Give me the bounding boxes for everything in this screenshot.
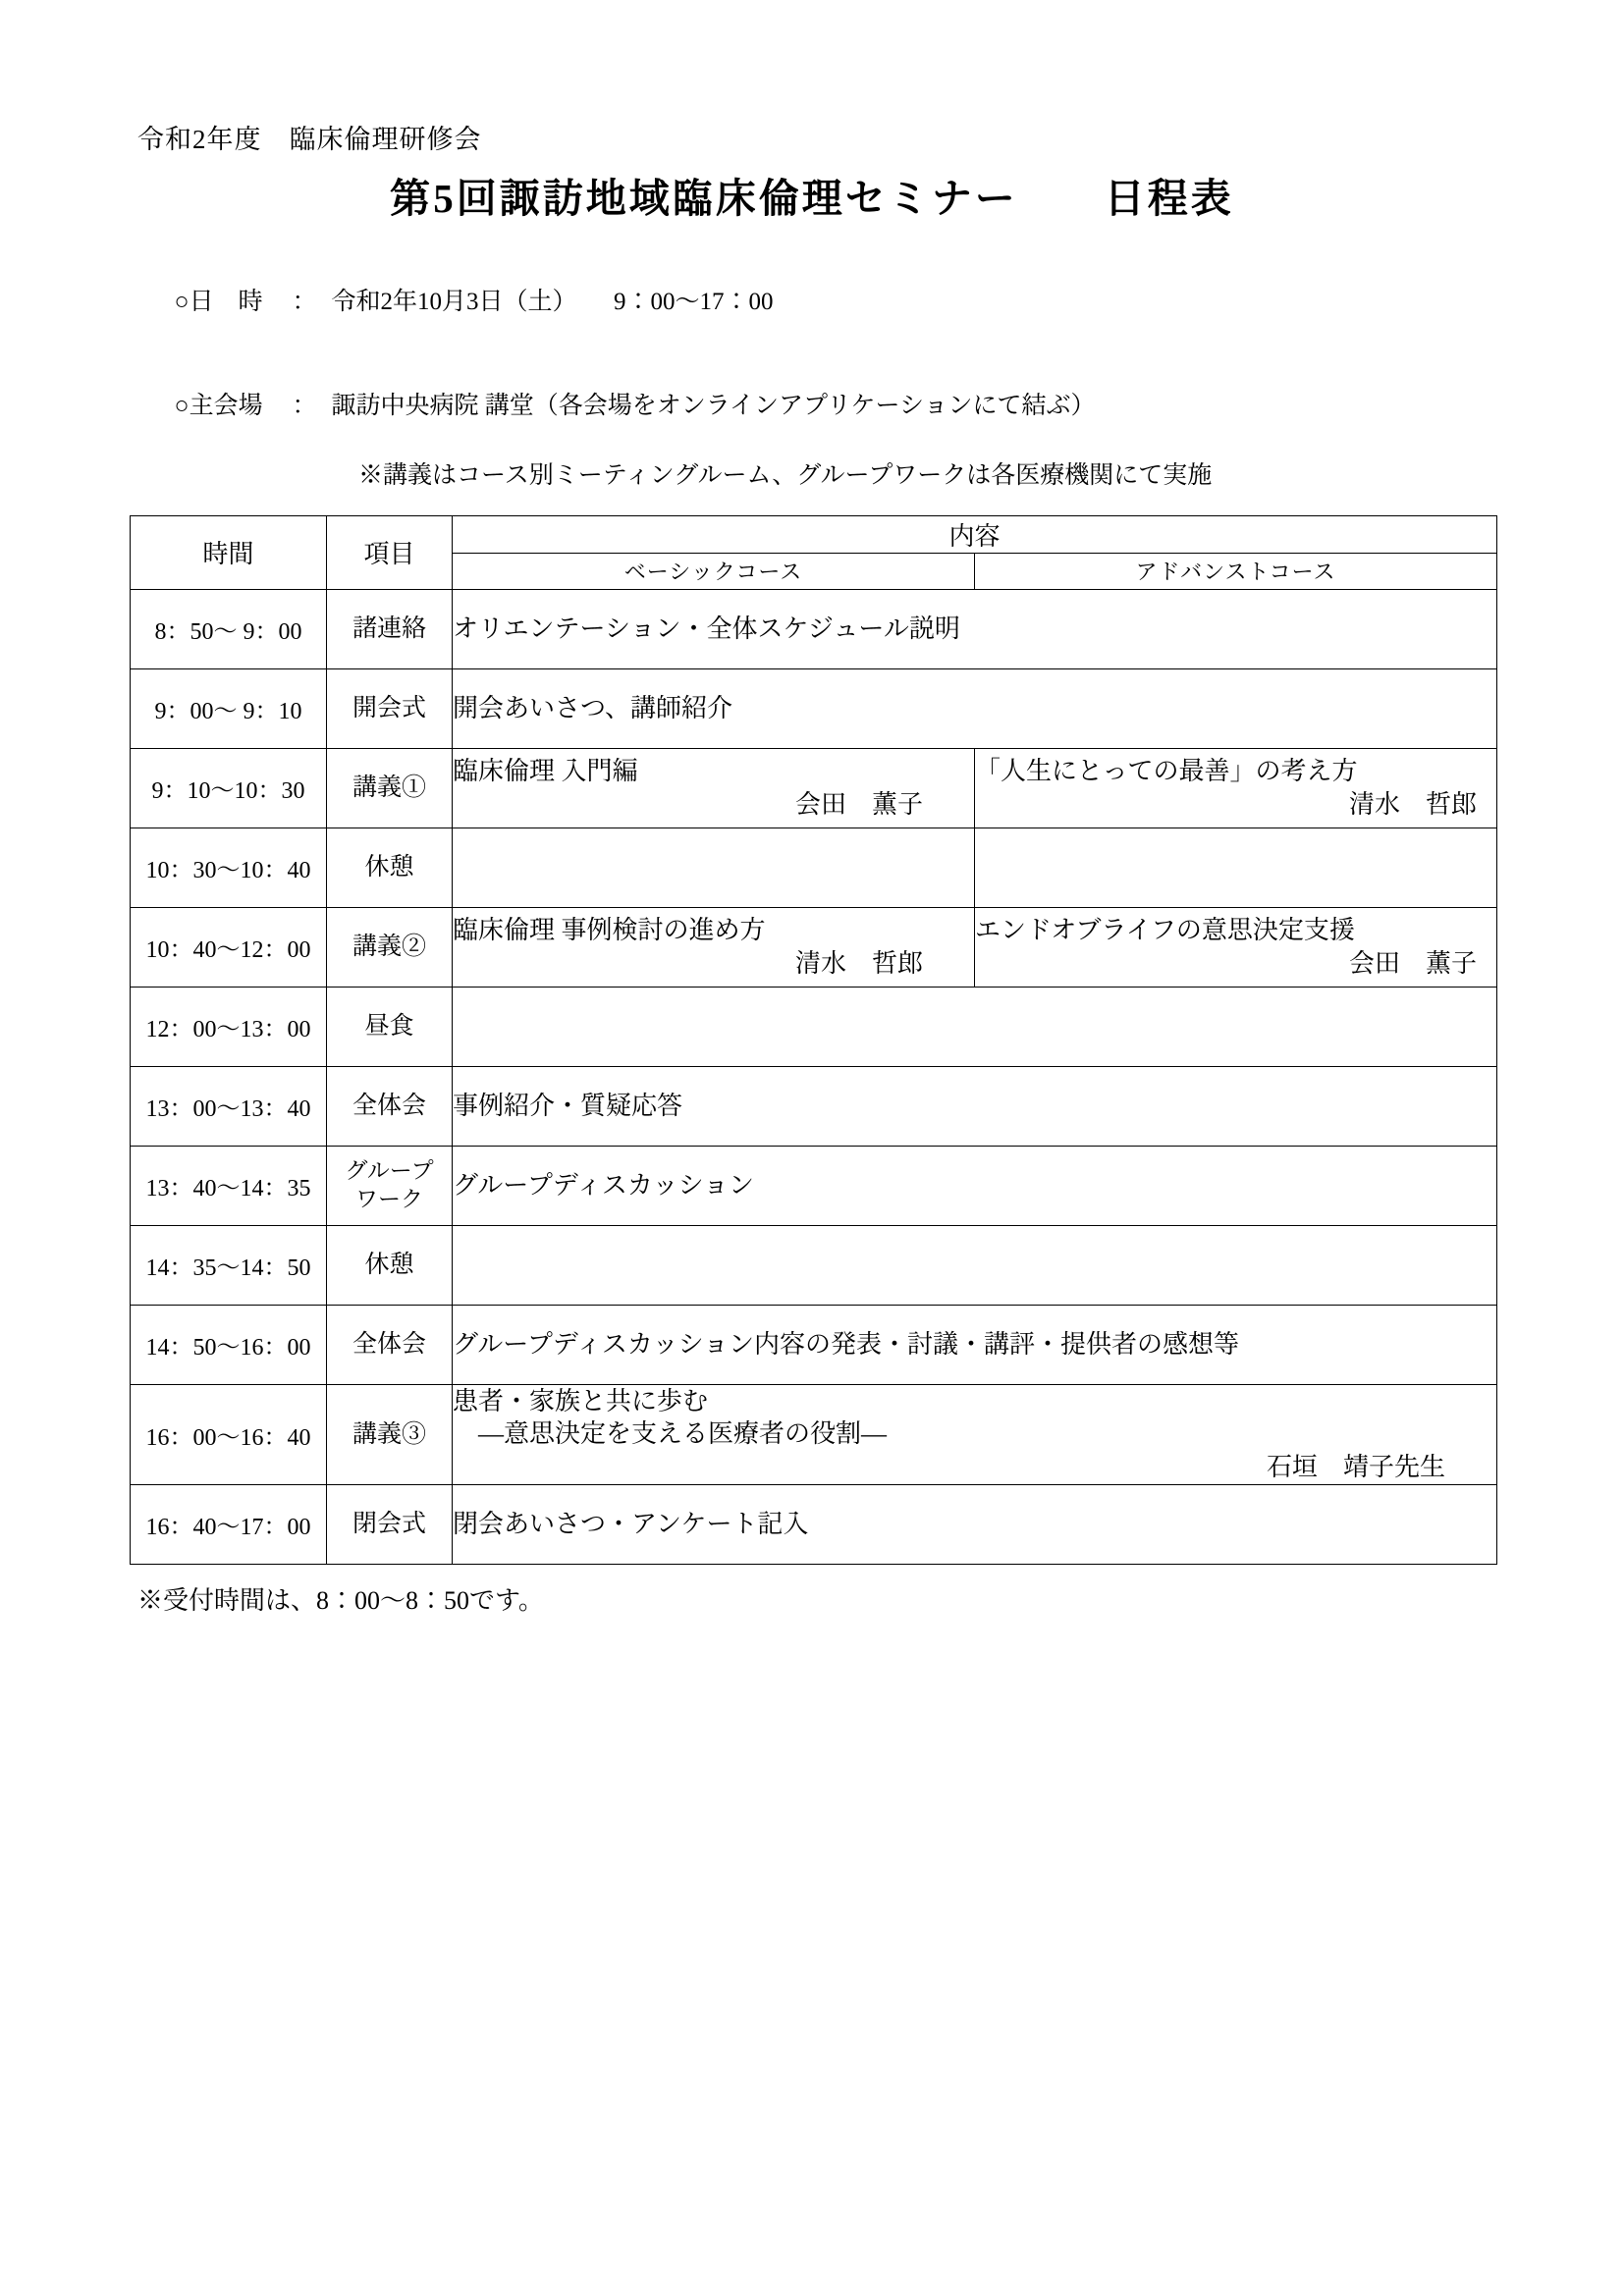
column-header-basic-course: ベーシックコース [453,553,975,589]
cell-item-line: 休憩 [364,853,414,881]
cell-item [327,828,453,907]
cell-lecturer-name: 会田 薫子 [1349,948,1478,978]
table-row [131,1484,1497,1564]
cell-lecturer-name: 石垣 靖子先生 [1267,1453,1446,1482]
cell-time: 10：40～12：00 [131,907,327,987]
column-header-advanced-course: アドバンストコース [975,553,1497,589]
cell-item [327,987,453,1066]
cell-content-basic [453,1225,1497,1305]
cell-item-line: 開会式 [352,694,426,721]
cell-content-basic [453,1146,1497,1225]
cell-content-basic [453,589,1497,668]
table-row [131,1225,1497,1305]
reception-footnote: ※受付時間は、8：00～8：50です。 [137,1585,544,1615]
cell-item [327,1484,453,1564]
meta-row-venue [137,354,1496,459]
cell-content-basic [453,1066,1497,1146]
cell-content-line: オリエンテーション・全体スケジュール説明 [453,614,960,643]
cell-item-line: 諸連絡 [352,614,426,642]
cell-content-line: 開会あいさつ、講師紹介 [453,693,732,722]
cell-item [327,1146,453,1225]
table-row [131,1305,1497,1384]
cell-content-basic [453,1484,1497,1564]
meta-row-date [137,249,1496,354]
cell-time: 16：00～16：40 [131,1384,327,1484]
table-row [131,907,1497,987]
cell-item-line: 全体会 [352,1330,426,1358]
cell-content-basic [453,828,975,907]
cell-time: 13：00～13：40 [131,1066,327,1146]
cell-time: 12：00～13：00 [131,987,327,1066]
document-eyebrow: 令和2年度 臨床倫理研修会 [137,125,482,154]
table-row [131,828,1497,907]
meta-block [137,249,1496,494]
cell-time: 8：50～ 9：00 [131,589,327,668]
cell-content-basic [453,1384,1497,1484]
cell-lecturer-name: 会田 薫子 [794,789,923,819]
cell-item-line: 昼食 [364,1012,414,1040]
cell-content-line: 閉会あいさつ・アンケート記入 [453,1509,809,1538]
meta-colon-venue: ： [292,393,317,419]
cell-item [327,1384,453,1484]
table-row [131,748,1497,828]
column-header-time: 時間 [131,515,327,589]
cell-content-line: ―意思決定を支える医療者の役割― [453,1419,888,1449]
cell-content-basic [453,1305,1497,1384]
cell-item [327,668,453,748]
cell-content-line: 患者・家族と共に歩む [453,1386,709,1415]
cell-lecturer-name: 清水 哲郎 [794,948,923,978]
schedule-table [130,515,1497,1565]
cell-content-advanced [975,748,1497,828]
cell-item [327,1305,453,1384]
column-header-item: 項目 [327,515,453,589]
cell-item-line: 閉会式 [352,1511,426,1538]
meta-value-venue: 諏訪中央病院 講堂（各会場をオンラインアプリケーションにて結ぶ） [331,393,1096,419]
cell-time: 13：40～14：35 [131,1146,327,1225]
meta-colon-date: ： [292,288,317,315]
cell-time: 16：40～17：00 [131,1484,327,1564]
cell-lecturer-name: 清水 哲郎 [1349,789,1478,819]
cell-item [327,907,453,987]
cell-item-line: グループ [345,1157,434,1183]
cell-content-line: エンドオブライフの意思決定支援 [975,915,1355,944]
meta-note: ※講義はコース別ミーティングルーム、グループワークは各医療機関にて実施 [358,462,1213,489]
meta-value-date: 令和2年10月3日（土） 9：00～17：00 [331,288,774,315]
column-header-content: 内容 [453,515,1497,553]
table-row [131,987,1497,1066]
cell-time: 9：00～ 9：10 [131,668,327,748]
cell-item [327,748,453,828]
cell-item-line: 講義③ [352,1420,426,1448]
meta-label-venue: ○主会場 [174,393,263,419]
cell-content-basic [453,748,975,828]
schedule-table-body [131,589,1497,1564]
cell-content-basic [453,668,1497,748]
table-row [131,668,1497,748]
table-row [131,589,1497,668]
cell-time: 14：35～14：50 [131,1225,327,1305]
table-row [131,1146,1497,1225]
schedule-table-head [131,515,1497,589]
cell-item-line: 全体会 [352,1092,426,1119]
cell-item-line: 講義① [352,774,426,801]
cell-content-line: 臨床倫理 入門編 [453,756,638,785]
cell-item-line: 講義② [352,933,426,960]
table-row [131,1066,1497,1146]
cell-item-line: 休憩 [364,1251,414,1278]
cell-time: 14：50～16：00 [131,1305,327,1384]
cell-content-basic [453,907,975,987]
cell-content-line: グループディスカッション [453,1170,755,1200]
table-row [131,1384,1497,1484]
cell-item [327,589,453,668]
cell-content-line: 臨床倫理 事例検討の進め方 [453,915,766,944]
page-title: 第5回諏訪地域臨床倫理セミナー 日程表 [390,176,1234,221]
cell-content-line: 「人生にとっての最善」の考え方 [975,756,1358,785]
cell-item-line: ワーク [355,1186,423,1211]
cell-content-basic [453,987,1497,1066]
table-header-row-1 [131,515,1497,553]
cell-item [327,1066,453,1146]
cell-content-advanced [975,907,1497,987]
cell-item [327,1225,453,1305]
cell-content-line: グループディスカッション内容の発表・討議・講評・提供者の感想等 [453,1329,1240,1359]
cell-content-advanced [975,828,1497,907]
cell-time: 9：10～10：30 [131,748,327,828]
meta-label-date: ○日 時 [174,288,263,315]
cell-content-line: 事例紹介・質疑応答 [453,1091,683,1120]
cell-time: 10：30～10：40 [131,828,327,907]
